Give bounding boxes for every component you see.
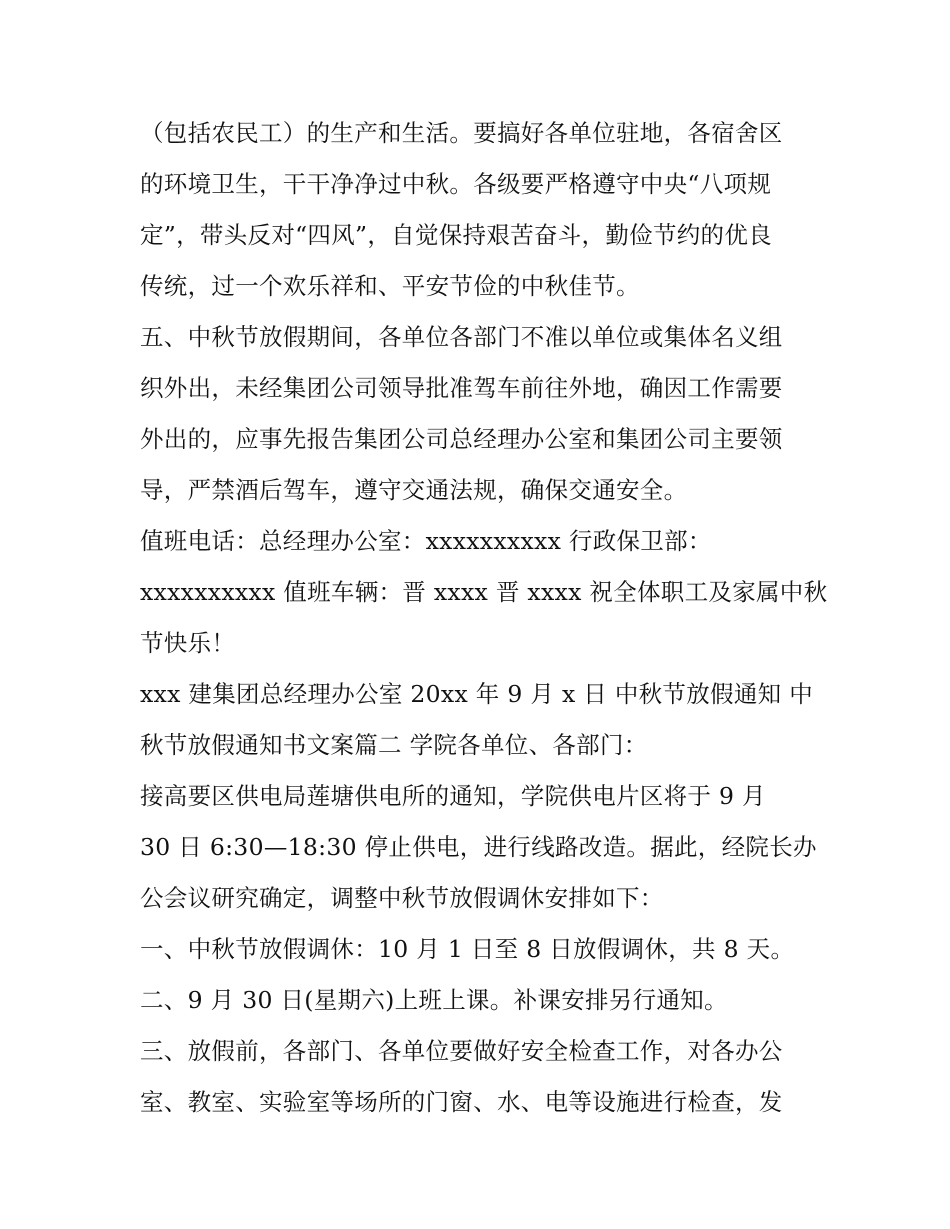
- text-line: xxxxxxxxxx 值班车辆：晋 xxxx 晋 xxxx 祝全体职工及家属中秋: [140, 578, 828, 606]
- text-line: 织外出，未经集团公司领导批准驾车前往外地，确因工作需要: [140, 374, 783, 402]
- text-line: 传统，过一个欢乐祥和、平安节俭的中秋佳节。: [140, 272, 640, 300]
- text-line: 二、9 月 30 日(星期六)上班上课。补课安排另行通知。: [140, 986, 728, 1014]
- text-line: 节快乐！: [140, 629, 236, 657]
- text-line: 外出的，应事先报告集团公司总经理办公室和集团公司主要领: [140, 425, 783, 453]
- document-body: [140, 108, 828, 1128]
- text-line: 一、中秋节放假调休：10 月 1 日至 8 日放假调休，共 8 天。: [140, 935, 795, 963]
- text-line: 30 日 6:30—18:30 停止供电，进行线路改造。据此，经院长办: [140, 833, 817, 861]
- text-line: 导，严禁酒后驾车，遵守交通法规，确保交通安全。: [140, 476, 688, 504]
- text-line: 公会议研究确定，调整中秋节放假调休安排如下：: [140, 884, 664, 912]
- text-line: 室、教室、实验室等场所的门窗、水、电等设施进行检查，发: [140, 1088, 783, 1116]
- text-line: 定”，带头反对“四风”，自觉保持艰苦奋斗，勤俭节约的优良: [140, 221, 772, 249]
- text-line: 的环境卫生，干干净净过中秋。各级要严格遵守中央“八项规: [140, 170, 772, 198]
- text-line: 五、中秋节放假期间，各单位各部门不准以单位或集体名义组: [140, 323, 783, 351]
- text-line: xxx 建集团总经理办公室 20xx 年 9 月 x 日 中秋节放假通知 中: [140, 680, 814, 708]
- text-line: 三、放假前，各部门、各单位要做好安全检查工作，对各办公: [140, 1037, 783, 1065]
- text-line: （包括农民工）的生产和生活。要搞好各单位驻地，各宿舍区: [140, 119, 783, 147]
- text-line: 值班电话：总经理办公室：xxxxxxxxxx 行政保卫部：: [140, 527, 712, 555]
- text-line: 接高要区供电局莲塘供电所的通知，学院供电片区将于 9 月: [140, 782, 766, 810]
- text-line: 秋节放假通知书文案篇二 学院各单位、各部门：: [140, 731, 648, 759]
